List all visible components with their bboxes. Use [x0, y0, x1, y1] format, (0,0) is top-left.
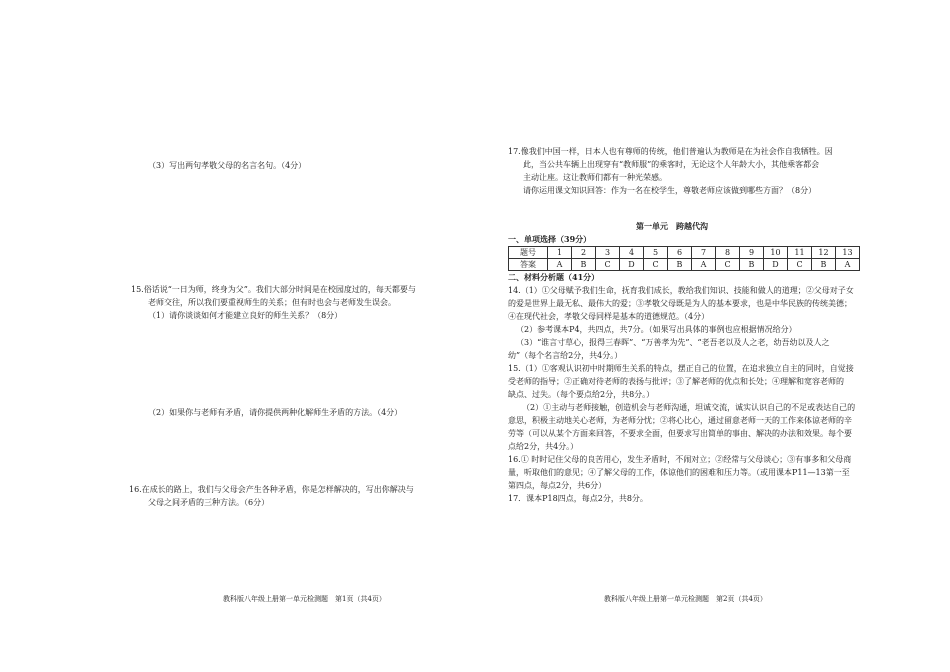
- table-cell: 3: [596, 247, 620, 259]
- section-2-heading: 二、材料分析题（41分）: [508, 272, 600, 282]
- question-17-line-1: 17.像我们中国一样，日本人也有尊师的传统，他们普遍认为教师是在为社会作自我牺牲。因: [508, 147, 833, 156]
- table-cell: 12: [812, 247, 836, 259]
- table-cell: B: [668, 259, 692, 271]
- answer-15-line-2: 受老师的指导；②正确对待老师的表扬与批评；③了解老师的优点和长处；④理解和宽容老师的: [508, 377, 844, 386]
- table-cell: 8: [716, 247, 740, 259]
- question-17-line-4: 请你运用课文知识回答：作为一名在校学生，尊敬老师应该做到哪些方面？（8分）: [523, 186, 817, 195]
- table-cell: C: [596, 259, 620, 271]
- table-cell: 6: [668, 247, 692, 259]
- answer-17: 17．课本P18四点，每点2分，共8分。: [508, 494, 648, 503]
- table-cell: 13: [836, 247, 860, 259]
- table-cell: A: [692, 259, 716, 271]
- question-16-line-2: 父母之间矛盾的三种方法。（6分）: [148, 498, 270, 507]
- answer-16-line-1: 16.① 时时记住父母的良苦用心，发生矛盾时，不闹对立；②经常与父母谈心；③有事多和父母商: [508, 455, 852, 464]
- question-17-line-2: 此，当公共车辆上出现穿有“教师服”的乘客时，无论这个人年龄大小，其他乘客都会: [523, 160, 820, 169]
- answer-14-line-4: （2）参考课本P4，共四点，共7分。（如果写出具体的事例也应根据情况给分）: [516, 325, 797, 334]
- table-cell: 2: [572, 247, 596, 259]
- table-header-number: 题号: [509, 247, 548, 259]
- answer-16-line-3: 第四点，每点2分，共6分）: [508, 481, 607, 490]
- answer-table: [508, 246, 860, 271]
- table-row-answers: [509, 259, 860, 271]
- answer-15-line-6: 劳等（可以从某个方面来回答，不要求全面，但要求写出简单的事由、解决的办法和效果。每个要: [508, 429, 852, 438]
- left-page-footer: 教科版八年级上册第一单元检测题 第1页（共4页）: [223, 595, 386, 603]
- question-15-line-1: 15.俗话说“一日为师，终身为父”。我们大部分时间是在校园度过的，每天都要与: [131, 285, 416, 294]
- question-3-text: （3）写出两句孝敬父母的名言名句。（4分）: [148, 161, 307, 170]
- table-cell: B: [572, 259, 596, 271]
- table-cell: 10: [764, 247, 788, 259]
- answer-15-line-4: （2）①主动与老师接触，创造机会与老师沟通，坦诚交流，诚实认识自己的不足或表达自己的: [522, 403, 856, 412]
- answer-15-line-5: 意思，积极主动地关心老师，为老师分忧；②将心比心，通过留意老师一天的工作来体谅老师的辛: [508, 416, 852, 425]
- answer-14-line-3: ④在现代社会，孝敬父母同样是基本的道德规范。（4分）: [508, 312, 710, 321]
- table-cell: C: [644, 259, 668, 271]
- table-cell: 4: [620, 247, 644, 259]
- answer-14-line-1: 14.（1）①父母赋予我们生命，抚育我们成长，教给我们知识、技能和做人的道理；②父母对子女: [508, 286, 854, 295]
- answer-16-line-2: 量，听取他们的意见；④了解父母的工作，体谅他们的困难和压力等。（或用课本P11—13第一至: [508, 468, 850, 477]
- answer-14-line-5: （3）“谁言寸草心，报得三春晖”、“万善孝为先”、“老吾老以及人之老，幼吾幼以及人之: [516, 338, 830, 347]
- question-16-line-1: 16.在成长的路上，我们与父母会产生各种矛盾，你是怎样解决的，写出你解决与: [129, 485, 414, 494]
- table-cell: A: [548, 259, 572, 271]
- table-row-numbers: [509, 247, 860, 259]
- answer-14-line-2: 的爱是世界上最无私、最伟大的爱；③孝敬父母既是为人的基本要求，也是中华民族的传统美德；: [508, 299, 852, 308]
- unit-title: 第一单元 跨越代沟: [636, 221, 708, 231]
- right-page-footer: 教科版八年级上册第一单元检测题 第2页（共4页）: [604, 595, 767, 603]
- table-header-answer: 答案: [509, 259, 548, 271]
- answer-15-line-7: 点给2分，共4分。）: [508, 442, 579, 451]
- answer-15-line-1: 15.（1）①客观认识初中时期师生关系的特点，摆正自己的位置，在追求独立自主的同时，自觉接: [508, 364, 854, 373]
- table-cell: B: [812, 259, 836, 271]
- answer-15-line-3: 缺点、过失。（每个要点给2分，共8分。）: [508, 390, 655, 399]
- table-cell: C: [716, 259, 740, 271]
- question-15-line-2: 老师交往，所以我们要重视师生的关系；但有时也会与老师发生误会。: [148, 298, 396, 307]
- table-cell: 9: [740, 247, 764, 259]
- answer-14-line-6: 幼”（每个名言给2分，共4分。）: [508, 351, 623, 360]
- table-cell: D: [764, 259, 788, 271]
- table-cell: 11: [788, 247, 812, 259]
- section-1-heading: 一、单项选择（39分）: [508, 234, 592, 244]
- table-cell: 7: [692, 247, 716, 259]
- question-15-part-1: （1）请你谈谈如何才能建立良好的师生关系？（8分）: [148, 311, 343, 320]
- table-cell: C: [788, 259, 812, 271]
- table-cell: 1: [548, 247, 572, 259]
- table-cell: 5: [644, 247, 668, 259]
- table-cell: B: [740, 259, 764, 271]
- table-cell: D: [620, 259, 644, 271]
- question-17-line-3: 主动让座。这让教师们都有一种光荣感。: [523, 173, 667, 182]
- table-cell: A: [836, 259, 860, 271]
- question-15-part-2: （2）如果你与老师有矛盾，请你提供两种化解师生矛盾的方法。（4分）: [148, 408, 403, 417]
